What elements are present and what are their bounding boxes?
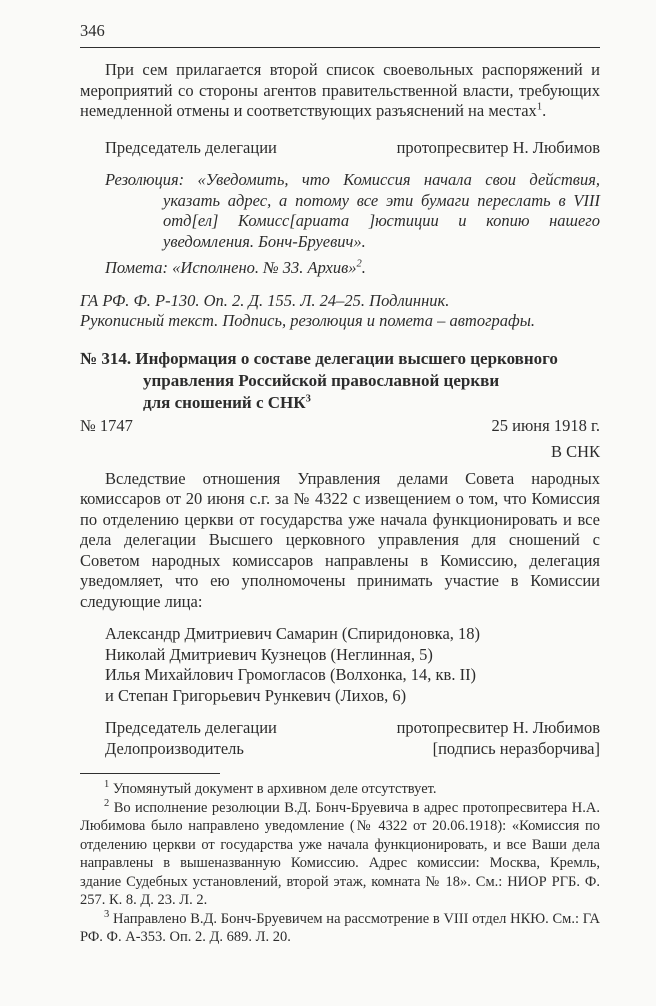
footnotes-section [80,780,600,947]
archive-reference: ГА РФ. Ф. Р-130. Оп. 2. Д. 155. Л. 24–25. Подлинник. [80,290,450,310]
pometa-text-end: . [361,258,366,277]
footnote-text: Направлено В.Д. Бонч-Бруевичем на рассмотрение в VIII отдел НКЮ. См.: ГА РФ. Ф. А-353. Оп. 2. Д. 689. Л. 20. [80,910,601,945]
footnote-ref-1: 1 [536,101,543,113]
member-line: и Степан Григорьевич Рункевич (Лихов, 6) [105,685,407,705]
transmittal-text-end: . [542,101,547,120]
doc-date: 25 июня 1918 г. [491,415,600,435]
doc-heading [80,348,600,414]
footnote [80,780,600,799]
transmittal-text: При сем прилагается второй список своевольных распоряжений и мероприятий со стороны агентов правительственной власти, требующих немедленной отмены и соответствующих разъяснений на местах [80,60,600,120]
doc-heading-text-3: для сношений с СНК [143,392,306,412]
header-rule [80,47,600,48]
member-line: Александр Дмитриевич Самарин (Спиридоновка, 18) [105,624,481,643]
signature-name: протопресвитер Н. Любимов [396,718,600,737]
members-list [80,624,600,706]
footnote-marker: 3 [104,908,110,920]
doc-heading-number: № 314. [80,348,132,368]
resolution-note: Резолюция: «Уведомить, что Комиссия начала свои действия, указать адрес, а потому все эти бумаги переслать в VIII отд[ел] Комисс[ариата ]юстиции и копию нашего уведомления. Бонч-Бруевич». [105,170,600,251]
signature-role: Председатель делегации [105,718,277,737]
footnote-marker: 2 [104,797,110,809]
doc-heading-line-2: управления Российской православной церкви [143,370,500,390]
doc-heading-line-1 [80,348,600,370]
footnote-separator [80,773,220,774]
doc-signature-row [80,739,600,760]
signature-name: протопресвитер Н. Любимов [396,137,600,157]
member-line: Николай Дмитриевич Кузнецов (Неглинная, 5) [105,644,433,664]
footnote-marker: 1 [104,779,110,791]
signature-name: [подпись неразборчива] [432,738,600,758]
archive-block [80,291,600,332]
signature-role: Председатель делегации [105,137,277,157]
footnote-text: Упомянутый документ в архивном деле отсутствует. [112,781,437,797]
footnote [80,799,600,910]
doc-signature-block [80,718,600,759]
archive-note: Рукописный текст. Подпись, резолюция и помета – автографы. [80,311,536,330]
pometa-text: Помета: «Исполнено. № 33. Архив» [105,258,357,277]
doc-number: № 1747 [80,415,133,435]
footnote-text: Во исполнение резолюции В.Д. Бонч-Бруевича в адрес протопресвитера Н.А. Любимова было направлено уведомление (№ 4322 от 20.06.1918): «Комиссия по отделению церкви от государства уже начала функционировать, и все Ваши дела направлены в вышеназванную Комиссию. Адрес комиссии: Москва, Кремль, здание Судебных установлений, второй этаж, комната № 18». См.: НИОР РГБ. Ф. 257. К. 8. Д. 23. Л. 2. [80,799,600,908]
page-number: 346 [80,21,105,40]
doc-addressee: В СНК [550,442,600,461]
doc-number-date-row [80,416,600,437]
footnote-ref-2: 2 [356,258,362,270]
member-line: Илья Михайлович Громогласов (Волхонка, 14, кв. II) [105,665,477,684]
transmittal-paragraph [80,60,600,122]
doc-heading-text-1: Информация о составе делегации высшего церковного [135,348,558,368]
footnote-ref-3: 3 [305,392,311,404]
footnote [80,910,600,947]
transmittal-signature-row [80,138,600,159]
doc-heading-line-3 [143,392,600,414]
pometa-note [105,258,600,279]
signature-role: Делопроизводитель [105,738,244,758]
doc-signature-row [80,718,600,739]
doc-body-paragraph: Вследствие отношения Управления делами Совета народных комиссаров от 20 июня с.г. за № 4322 с извещением о том, что Комиссия по отделению церкви от государства уже начала функционировать и все дела делегации Высшего церковного управления для сношений с Советом народных комиссаров направлены в Комиссию, делегация уведомляет, что ею уполномочены принимать участие в Комиссии следующие лица: [80,468,600,611]
